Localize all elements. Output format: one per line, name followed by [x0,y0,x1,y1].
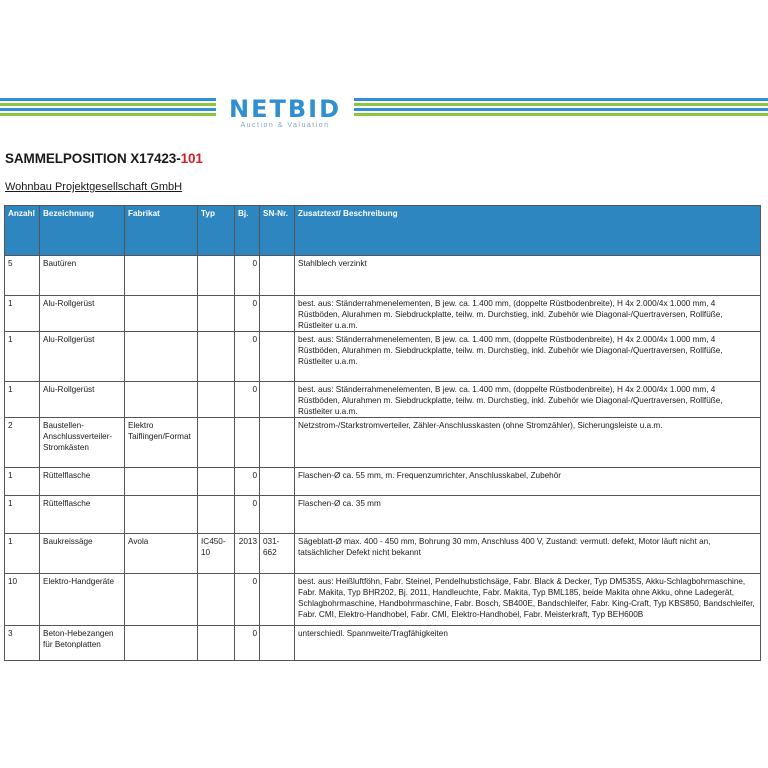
cell-typ [198,574,235,626]
cell-beschreibung: best. aus: Ständerrahmenelementen, B jew. ca. 1.400 mm, (doppelte Rüstbodenbreite), H 4x 2.000/4x 1.000 mm, 4 Rüstböden, Alurahmen m. Siebdruckplatte, teilw. m. Durchstieg, inkl. Zubehör wie Diagonal-/Quertraversen, Rollfüße, Rüstleiter u.a.m. [295,332,761,382]
logo-text: NETBID [229,95,341,123]
cell-fabrikat [125,496,198,534]
cell-typ [198,496,235,534]
table-row [5,256,761,296]
cell-fabrikat [125,382,198,418]
col-header-bezeichnung: Bezeichnung [40,206,125,256]
cell-beschreibung: Netzstrom-/Starkstromverteiler, Zähler-Anschlusskasten (ohne Stromzähler), Sicherungsleiste u.a.m. [295,418,761,468]
cell-bj: 0 [235,332,260,382]
cell-anzahl: 10 [5,574,40,626]
cell-typ [198,468,235,496]
cell-bj: 0 [235,468,260,496]
cell-sn [260,382,295,418]
stripe-blue [0,98,768,101]
cell-beschreibung: Flaschen-Ø ca. 35 mm [295,496,761,534]
cell-fabrikat [125,256,198,296]
cell-typ [198,332,235,382]
cell-fabrikat: Elektro Taiflingen/Format [125,418,198,468]
col-header-anzahl: Anzahl [5,206,40,256]
cell-bj: 2013 [235,534,260,574]
cell-bezeichnung: Beton-Hebezangen für Betonplatten [40,626,125,661]
cell-typ [198,382,235,418]
cell-beschreibung: best. aus: Ständerrahmenelementen, B jew. ca. 1.400 mm, (doppelte Rüstbodenbreite), H 4x 2.000/4x 1.000 mm, 4 Rüstböden, Alurahmen m. Siebdruckplatte, teilw. m. Durchstieg, inkl. Zubehör wie Diagonal-/Quertraversen, Rollfüße, Rüstleiter u.a.m. [295,296,761,332]
cell-typ [198,626,235,661]
col-header-beschreibung: Zusatztext/ Beschreibung [295,206,761,256]
cell-anzahl: 1 [5,332,40,382]
table-row [5,496,761,534]
table-row [5,296,761,332]
cell-fabrikat [125,574,198,626]
cell-beschreibung: Sägeblatt-Ø max. 400 - 450 mm, Bohrung 30 mm, Anschluss 400 V, Zustand: vermutl. defekt, Motor läuft nicht an, tatsächlicher Defekt nicht bekannt [295,534,761,574]
header-stripes [0,95,768,124]
title-number: 101 [180,151,203,166]
title-prefix: SAMMELPOSITION X17423- [5,151,181,166]
cell-bezeichnung: Baustellen-Anschlussverteiler-Stromkästen [40,418,125,468]
cell-anzahl: 1 [5,534,40,574]
cell-bezeichnung: Alu-Rollgerüst [40,296,125,332]
cell-sn [260,332,295,382]
cell-typ [198,418,235,468]
cell-sn: 031-662 [260,534,295,574]
table-row [5,382,761,418]
table-row [5,534,761,574]
cell-bezeichnung: Alu-Rollgerüst [40,382,125,418]
cell-sn [260,418,295,468]
table-row [5,626,761,661]
cell-anzahl: 5 [5,256,40,296]
cell-bezeichnung: Alu-Rollgerüst [40,332,125,382]
cell-anzahl: 3 [5,626,40,661]
cell-typ [198,256,235,296]
cell-fabrikat [125,296,198,332]
netbid-logo [216,96,354,132]
cell-bj [235,418,260,468]
items-table [4,205,761,661]
col-header-sn: SN-Nr. [260,206,295,256]
table-row [5,468,761,496]
cell-sn [260,468,295,496]
cell-fabrikat [125,468,198,496]
company-name: Wohnbau Projektgesellschaft GmbH [5,181,183,193]
cell-anzahl: 1 [5,468,40,496]
cell-bezeichnung: Rüttelflasche [40,496,125,534]
col-header-fabrikat: Fabrikat [125,206,198,256]
stripe-blue [0,108,768,111]
table-row [5,574,761,626]
cell-fabrikat [125,332,198,382]
cell-beschreibung: best. aus: Heißluftföhn, Fabr. Steinel, Pendelhubstichsäge, Fabr. Black & Decker, Typ DM535S, Akku-Schlagbohrmaschine, Fabr. Makita, Typ BHR202, Bj. 2011, Handleuchte, Fabr. Makita, Typ BML185, beide Makita ohne Akku, ohne Ladegerät, Schlagbohrmaschine, Handbohrmaschine, Fabr. Bosch, SB400E, Bandschleifer, Fabr. King-Craft, Typ KBS850, Bandschleifer, Fabr. CMI, Elektro-Handhobel, Fabr. CMI, Elektro-Handhobel, Fabr. Meisterkraft, Typ BEH600B [295,574,761,626]
col-header-typ: Typ [198,206,235,256]
cell-anzahl: 2 [5,418,40,468]
cell-sn [260,574,295,626]
cell-anzahl: 1 [5,296,40,332]
col-header-bj: Bj. [235,206,260,256]
cell-beschreibung: unterschiedl. Spannweite/Tragfähigkeiten [295,626,761,661]
cell-bezeichnung: Rüttelflasche [40,468,125,496]
cell-sn [260,496,295,534]
cell-beschreibung: Flaschen-Ø ca. 55 mm, m. Frequenzumrichter, Anschlusskabel, Zubehör [295,468,761,496]
cell-bezeichnung: Bautüren [40,256,125,296]
cell-bj: 0 [235,574,260,626]
cell-sn [260,296,295,332]
cell-anzahl: 1 [5,382,40,418]
cell-sn [260,256,295,296]
table-row [5,418,761,468]
cell-bj: 0 [235,382,260,418]
cell-typ: IC450-10 [198,534,235,574]
cell-sn [260,626,295,661]
cell-bj: 0 [235,296,260,332]
cell-bj: 0 [235,496,260,534]
cell-bj: 0 [235,256,260,296]
logo-subtext: Auction & Valuation [240,122,330,129]
cell-anzahl: 1 [5,496,40,534]
cell-beschreibung: Stahlblech verzinkt [295,256,761,296]
cell-bj: 0 [235,626,260,661]
stripe-green [0,103,768,106]
cell-beschreibung: best. aus: Ständerrahmenelementen, B jew. ca. 1.400 mm, (doppelte Rüstbodenbreite), H 4x 2.000/4x 1.000 mm, 4 Rüstböden, Alurahmen m. Siebdruckplatte, teilw. m. Durchstieg, inkl. Zubehör wie Diagonal-/Quertraversen, Rollfüße, Rüstleiter u.a.m. [295,382,761,418]
cell-bezeichnung: Elektro-Handgeräte [40,574,125,626]
cell-fabrikat: Avola [125,534,198,574]
table-row [5,332,761,382]
stripe-green [0,113,768,116]
page-title [5,151,203,166]
table-header-row [5,206,761,256]
cell-typ [198,296,235,332]
cell-bezeichnung: Baukreissäge [40,534,125,574]
cell-fabrikat [125,626,198,661]
